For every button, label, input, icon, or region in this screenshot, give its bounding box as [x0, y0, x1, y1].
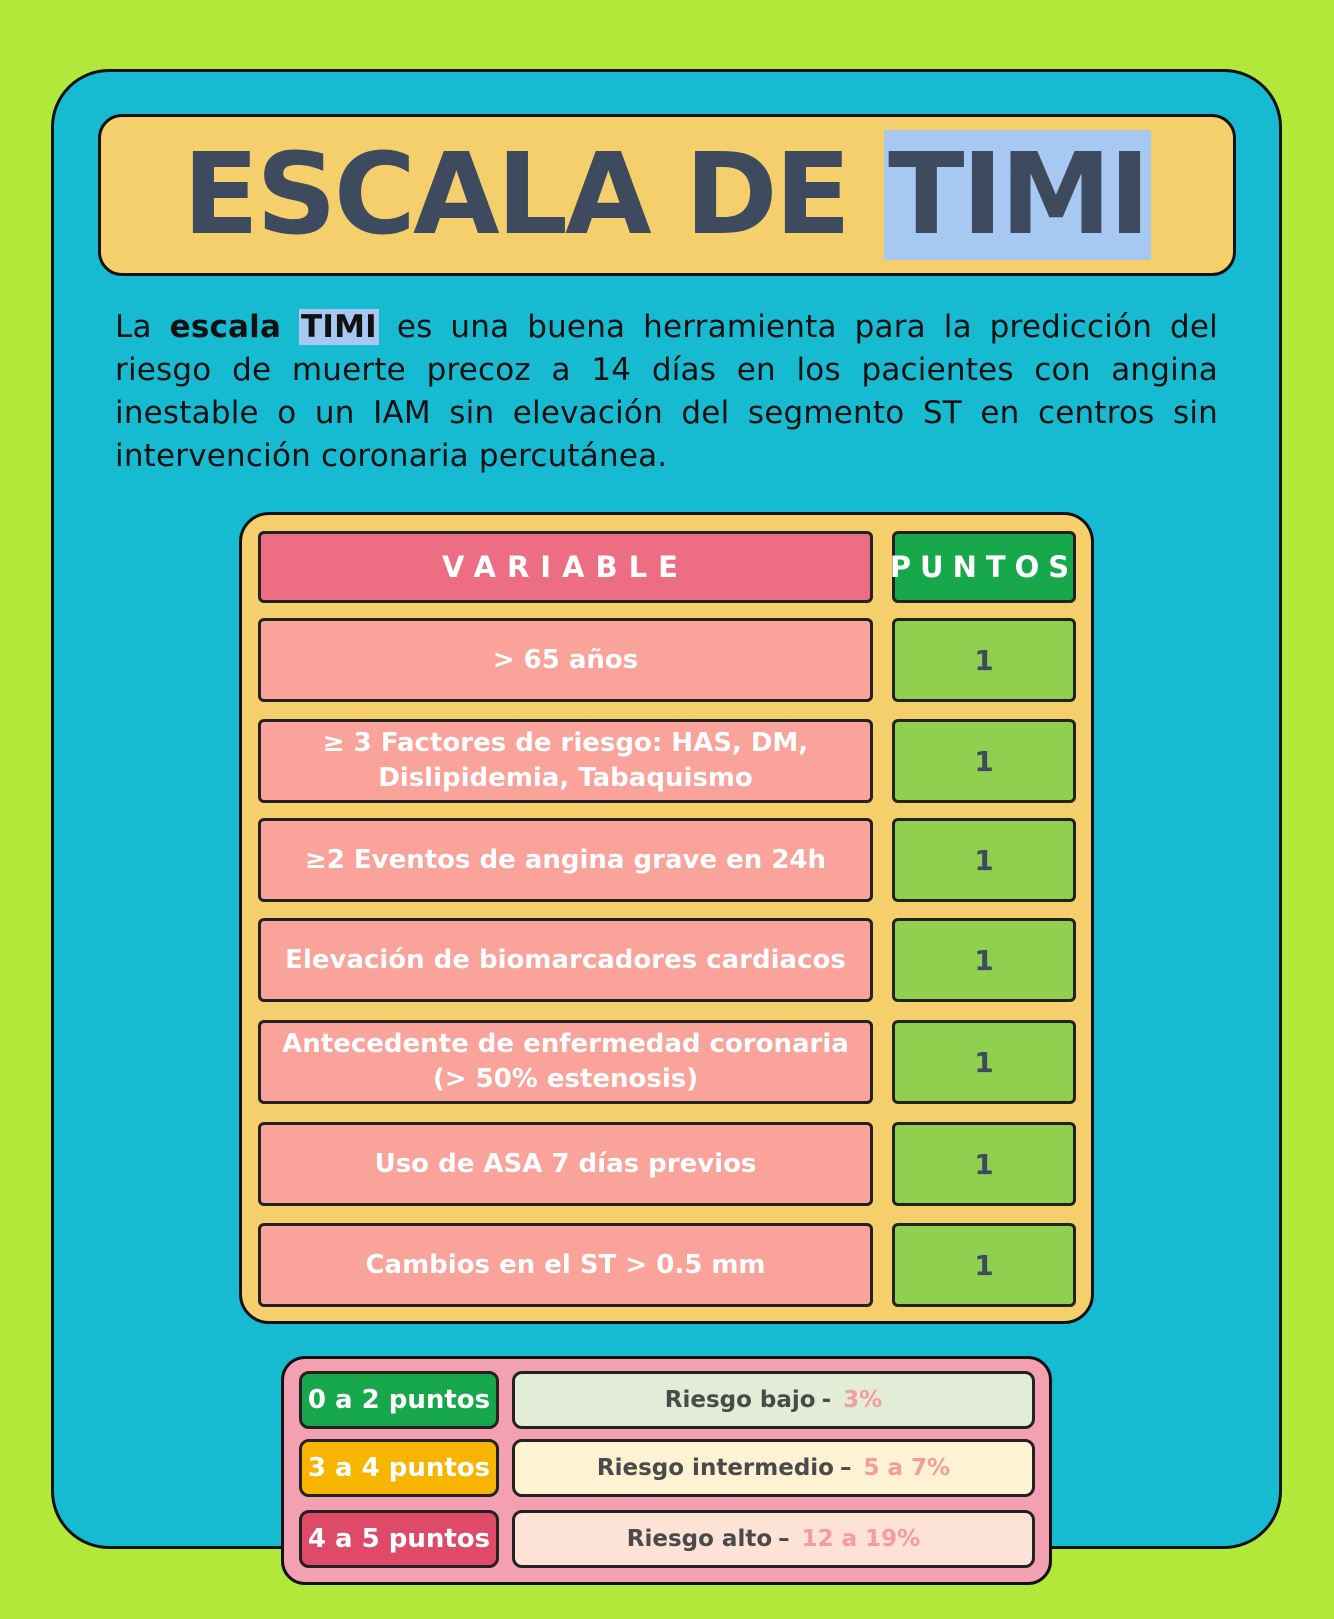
table-row-points: 1 — [892, 618, 1076, 702]
title-banner — [98, 114, 1236, 276]
legend-range-high: 4 a 5 puntos — [299, 1510, 499, 1568]
table-row-variable: Uso de ASA 7 días previos — [258, 1122, 873, 1206]
table-row-variable: Antecedente de enfermedad coronaria (> 50% estenosis) — [258, 1020, 873, 1104]
risk-percent: 3% — [843, 1387, 883, 1413]
table-row-points: 1 — [892, 1223, 1076, 1307]
title-prefix: ESCALA DE — [182, 130, 885, 260]
table-row-points: 1 — [892, 818, 1076, 902]
risk-label: Riesgo intermedio — [596, 1455, 834, 1481]
table-row-variable: > 65 años — [258, 618, 873, 702]
risk-separator: - — [821, 1387, 832, 1413]
intro-space — [281, 309, 299, 345]
header-variable: VARIABLE — [258, 531, 873, 603]
table-row-points: 1 — [892, 719, 1076, 803]
title-highlight: TIMI — [884, 130, 1151, 260]
table-row-variable: ≥2 Eventos de angina grave en 24h — [258, 818, 873, 902]
intro-paragraph — [115, 306, 1218, 478]
legend-risk-low — [512, 1371, 1035, 1429]
risk-separator: – — [778, 1526, 790, 1552]
table-row-variable: Elevación de biomarcadores cardiacos — [258, 918, 873, 1002]
legend-risk-intermediate — [512, 1439, 1035, 1497]
table-row-variable: Cambios en el ST > 0.5 mm — [258, 1223, 873, 1307]
risk-label: Riesgo bajo — [664, 1387, 816, 1413]
table-row-points: 1 — [892, 1020, 1076, 1104]
intro-text-start: La — [115, 309, 170, 345]
intro-text-rest: es una buena herramienta para la predicción del riesgo de muerte precoz a 14 días en los pacientes con angina inestable o un IAM sin elevación del segmento ST en centros sin intervención coronaria percutánea. — [115, 309, 1218, 474]
legend-range-intermediate: 3 a 4 puntos — [299, 1439, 499, 1497]
table-row-variable: ≥ 3 Factores de riesgo: HAS, DM, Dislipidemia, Tabaquismo — [258, 719, 873, 803]
intro-bold-term: escala — [169, 309, 282, 345]
table-row-points: 1 — [892, 918, 1076, 1002]
header-points: PUNTOS — [892, 531, 1076, 603]
legend-range-low: 0 a 2 puntos — [299, 1371, 499, 1429]
risk-label: Riesgo alto — [626, 1526, 773, 1552]
page-title — [183, 130, 1152, 260]
risk-separator: – — [839, 1455, 852, 1481]
legend-risk-high — [512, 1510, 1035, 1568]
risk-percent: 12 a 19% — [801, 1526, 921, 1552]
table-row-points: 1 — [892, 1122, 1076, 1206]
risk-percent: 5 a 7% — [863, 1455, 951, 1481]
intro-highlight-term: TIMI — [301, 309, 377, 345]
